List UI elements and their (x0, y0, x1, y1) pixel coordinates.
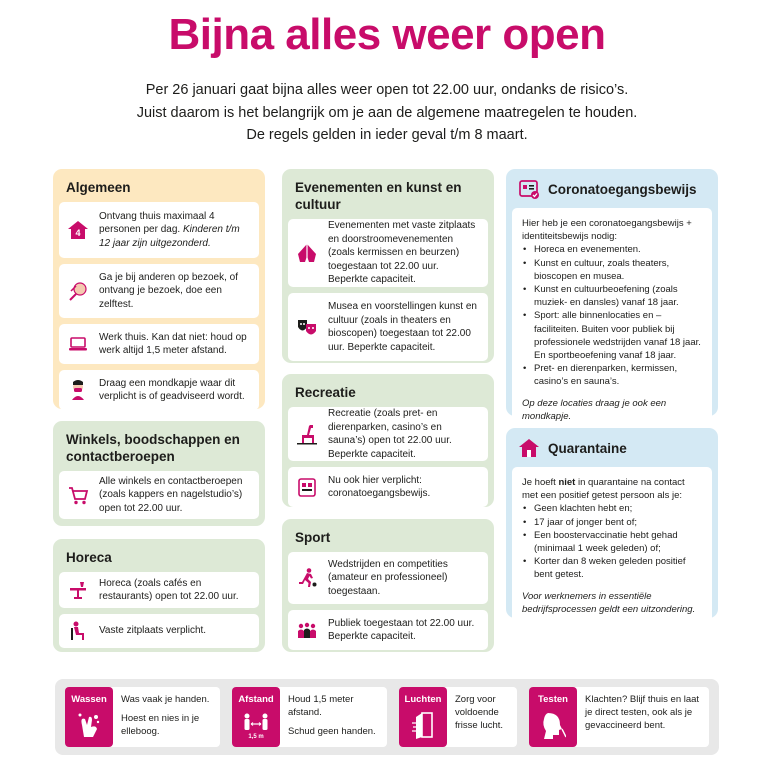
algemeen-item-3-text: Werk thuis. Kan dat niet: houd op werk altijd 1,5 meter afstand. (99, 331, 247, 356)
list-item: • Korter dan 8 weken geleden positief bent getest. (522, 555, 702, 581)
rule-testen-line-1: Klachten? Blijf thuis en laat je direct testen, ook als je gevaccineerd bent. (585, 694, 700, 731)
rule-afstand-label: Afstand (238, 694, 274, 705)
ctb-body (512, 208, 712, 431)
evenementen-card (282, 169, 494, 363)
list-item: • Een boostervaccinatie hebt gehad (minimaal 1 week geleden) of; (522, 529, 702, 555)
laptop-icon (67, 333, 89, 355)
quarantaine-card (506, 428, 718, 618)
rule-luchten-label: Luchten (404, 694, 442, 705)
sport-item-2-text: Publiek toegestaan tot 22.00 uur. Beperkte capaciteit. (328, 617, 475, 642)
evenementen-item-2-text: Musea en voorstellingen kunst en cultuur (zoals in theaters en bioscopen) toegestaan tot 22.00 uur. Beperkte capaciteit. (328, 301, 477, 353)
list-item (288, 467, 488, 507)
svg-text:1,5 m: 1,5 m (248, 734, 264, 740)
test-swab-icon (540, 711, 566, 741)
no-contact-icon (67, 280, 89, 302)
shopping-cart-icon (67, 484, 89, 506)
list-item (59, 370, 259, 410)
cafe-table-icon (67, 579, 89, 601)
rule-wassen-line-1: Was vaak je handen. (121, 694, 210, 705)
algemeen-item-1-italic: Kinderen t/m 12 jaar zijn uitgezonderd. (99, 224, 240, 249)
quarantaine-note: Voor werknemers in essentiële bedrijfsprocessen geldt een uitzondering. (522, 590, 696, 615)
rule-afstand (232, 687, 387, 747)
evenementen-item-1-text: Evenementen met vaste zitplaats en doorstroomevenementen (zoals kermissen en beurzen) toegestaan tot 22.00 uur. Beperkte capaciteit. (328, 220, 476, 286)
list-item (59, 264, 259, 318)
rule-wassen-label: Wassen (71, 694, 107, 705)
basic-rules-strip (55, 679, 719, 755)
list-item (59, 471, 259, 519)
recreatie-title: Recreatie (295, 385, 356, 400)
seated-person-icon (67, 620, 89, 642)
algemeen-card (53, 169, 265, 409)
qr-pass-icon (296, 476, 318, 498)
distance-icon (242, 711, 270, 741)
sport-card (282, 519, 494, 652)
house-icon (518, 437, 540, 459)
list-item: • Geen klachten hebt en; (522, 502, 702, 515)
house-4-icon (67, 219, 89, 241)
list-item (288, 407, 488, 461)
recreatie-card (282, 374, 494, 507)
list-item (59, 614, 259, 648)
list-item: • Kunst en cultuurbeoefening (zoals muziek- en dansles) vanaf 18 jaar. (522, 283, 702, 309)
runner-icon (296, 567, 318, 589)
rule-afstand-line-2: Schud geen handen. (288, 726, 376, 737)
horeca-item-1-text: Horeca (zoals cafés en restaurants) open tot 22.00 uur. (99, 577, 239, 602)
ctb-card (506, 169, 718, 422)
rule-luchten-line-1: Zorg voor voldoende frisse lucht. (455, 694, 504, 731)
ctb-note: Op deze locaties draag je ook een mondkapje. (522, 397, 667, 422)
qr-pass-icon (518, 178, 540, 200)
algemeen-title: Algemeen (66, 180, 131, 195)
horeca-card (53, 539, 265, 652)
rule-testen-label: Testen (538, 694, 568, 705)
list-item: • Kunst en cultuur, zoals theaters, bioscopen en musea. (522, 257, 702, 283)
hand-wash-icon (76, 711, 102, 741)
audience-icon (296, 619, 318, 641)
list-item (59, 572, 259, 608)
list-item: • Pret- en dierenparken, kermissen, casino’s en sauna’s. (522, 362, 702, 388)
circus-tent-icon (296, 242, 318, 264)
window-air-icon (410, 711, 436, 741)
list-item (288, 219, 488, 287)
quarantaine-intro: Je hoeft niet in quarantaine na contact met een positief getest persoon als je: (522, 477, 685, 502)
list-item (59, 202, 259, 258)
rule-luchten (399, 687, 517, 747)
ctb-intro: Hier heb je een coronatoegangsbewijs + identiteitsbewijs nodig: (522, 218, 692, 243)
winkels-item-1-text: Alle winkels en contactberoepen (zoals kappers en nagelstudio’s) open tot 22.00 uur. (99, 475, 243, 514)
quarantaine-body (512, 467, 712, 624)
intro-line-2: Juist daarom is het belangrijk om je aan de algemene maatregelen te houden. (136, 104, 638, 121)
recreatie-item-2-text: Nu ook hier verplicht: coronatoegangsbewijs. (328, 474, 431, 499)
algemeen-item-4-text: Draag een mondkapje waar dit verplicht is of geadviseerd wordt. (99, 377, 245, 402)
winkels-title: Winkels, boodschappen en contactberoepen (66, 432, 240, 464)
ctb-title: Coronatoegangsbewijs (548, 181, 697, 197)
list-item (288, 552, 488, 604)
recreatie-item-1-text: Recreatie (zoals pret- en dierenparken, casino’s en sauna’s) open tot 22.00 uur. Beperkte capaciteit. (328, 408, 452, 460)
list-item (288, 293, 488, 361)
giraffe-icon (296, 423, 318, 445)
list-item (59, 324, 259, 364)
rule-wassen-line-2: Hoest en nies in je elleboog. (121, 713, 200, 737)
intro-line-1: Per 26 januari gaat bijna alles weer open tot 22.00 uur, ondanks de risico’s. (145, 82, 629, 98)
face-mask-icon (67, 379, 89, 401)
list-item: • Sport: alle binnenlocaties en –faciliteiten. Buiten voor publiek bij professionele wedstrijden vanaf 18 jaar. En sportbeoefening vanaf 18 jaar. (522, 309, 702, 362)
sport-title: Sport (295, 530, 331, 545)
intro-line-3: De regels gelden in ieder geval t/m 8 maart. (246, 127, 528, 143)
winkels-card (53, 421, 265, 526)
svg-text:4: 4 (75, 228, 81, 238)
horeca-item-2-text: Vaste zitplaats verplicht. (99, 625, 207, 637)
rule-testen (529, 687, 709, 747)
page-title: Bijna alles weer open (168, 10, 606, 59)
list-item: • Horeca en evenementen. (522, 243, 702, 256)
evenementen-title: Evenementen en kunst en cultuur (295, 180, 462, 212)
horeca-title: Horeca (66, 550, 112, 565)
algemeen-item-2-text: Ga je bij anderen op bezoek, of ontvang je bezoek, doe een zelftest. (99, 271, 238, 310)
list-item (288, 610, 488, 650)
algemeen-item-1-text: Ontvang thuis maximaal 4 personen per dag. (99, 210, 215, 236)
theater-masks-icon (296, 316, 318, 338)
list-item: • 17 jaar of jonger bent of; (522, 516, 702, 529)
quarantaine-title: Quarantaine (548, 440, 627, 456)
intro-text (80, 79, 694, 147)
rule-wassen (65, 687, 220, 747)
rule-afstand-line-1: Houd 1,5 meter afstand. (288, 694, 354, 718)
sport-item-1-text: Wedstrijden en competities (amateur en professioneel) toegestaan. (328, 558, 448, 597)
